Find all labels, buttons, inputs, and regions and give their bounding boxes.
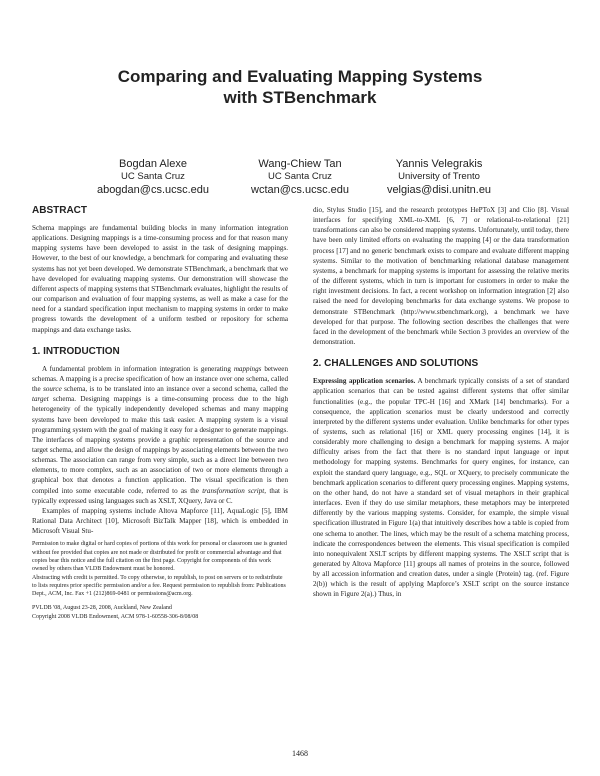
challenges-paragraph: Expressing application scenarios. A benchmark typically consists of a set of standard application scenarios that can be tested against different systems that offer similar functionalities (e.g., the popular TPC-H [16] and XMark [14] benchmarks). For a consequence, the application scenarios must be clearly understood and correctly interpreted by the different systems under evaluation. Unlike benchmarks for other types of systems, such as relational [16] or XML query processing engines [14], it is considerably more challenging to design a benchmark for mapping systems. A major difficulty arises from the fact that there is no standard input language or input methodology for mapping systems. Benchmarks for query engines, for instance, can exploit the standard query language, e.g., SQL or XQuery, to precisely communicate the benchmark application scenarios to different query processing engines. Mapping systems, on the other hand, do not have a standard set of visual metaphors in their graphical interfaces. Even if they do use similar metaphors, these metaphors may be interpreted differently by the various mapping systems. Consider, for example, the simple visual specification illustrated in Figure 1(a) that intuitively describes how a table is copied from one schema to another. The lines, which may be the result of a schema matching process, indicate the correspondences between the elements. This visual specification is compiled into nonequivalent XSLT scripts by different mapping systems. The XSLT script that is generated by Altova Mapforce [11] groups all names of proteins in the source, followed by all accession information and creation dates, under a single ⟨Protein⟩ tag. (ref. Figure 2(b)) which is the result of applying Mapforce’s XSLT script on the source instance shown in Figure 2(a).) Thus, in	[313, 377, 569, 599]
author-block-1	[68, 158, 238, 198]
author-email: abogdan@cs.ucsc.edu	[96, 184, 210, 196]
footer-copyright: Copyright 2008 VLDB Endowment, ACM 978-1-60558-306-8/08/08	[32, 613, 199, 620]
author-affiliation: University of Trento	[398, 171, 480, 182]
permission-notice	[32, 540, 288, 598]
author-name: Wang-Chiew Tan	[258, 158, 342, 170]
intro-paragraph-1: A fundamental problem in information integration is generating mappings between schemas. A mapping is a precise specification of how an instance over one schema, called the source schema, is to be translated into an instance over a second schema, called the target schema. Designing mappings is a time-consuming process due to the high heterogeneity of the typically independently developed schemas and many mapping systems have been developed to make this task easier. A mapping system is a visual programming system with the goal of making it easy for a designer to generate mappings. The interfaces of mapping systems provide a graphic representation of the source and target schema, and allow the design of mappings by associating elements between the two schemas. The association can range from very simple, such as a direct line between two elements, to more complex, such as an association of two or more elements through a graphical box that denotes a function application. The visual specification is then compiled into some executable code, referred to as the transformation script, that is typically expressed using languages such as XSLT, XQuery, Java or C.	[32, 364, 288, 505]
permission-paragraph-2: Abstracting with credit is permitted. To copy otherwise, to republish, to post on servers or to redistribute to lists requires prior specific permission and/or a fee. Request permission to republish from: Publications Dept., ACM, Inc. Fax +1 (212)869-0481 or permissions@acm.org.	[32, 574, 286, 598]
intro-paragraph-2: Examples of mapping systems include Altova Mapforce [11], AquaLogic [5], IBM Rational Data Architect [10], Microsoft BizTalk Mapper [18], which is embedded in Microsoft Visual Stu-	[32, 506, 288, 536]
paper-title	[0, 66, 600, 108]
author-name: Bogdan Alexe	[119, 158, 187, 170]
author-email: wctan@cs.ucsc.edu	[251, 184, 349, 196]
title-line-1: Comparing and Evaluating Mapping Systems	[117, 67, 483, 86]
author-affiliation: UC Santa Cruz	[121, 171, 185, 182]
author-name: Yannis Velegrakis	[395, 158, 483, 170]
right-paragraph-1: dio, Stylus Studio [15], and the research prototypes HePToX [3] and Clio [8]. Visual interfaces for specifying XML-to-XML [6, 7] or relational-to-relational [21] transformations can also be considered mapping systems. Unfortunately, until today, there have been only limited efforts on evaluating the mapping [4] or the data transformation process [17] and no generic benchmark exists to compare and evaluate different mapping systems. Similar to the motivation of benchmarking relational database management systems, a benchmark for mapping systems is important for assessing the relative merits of the different systems, which in turn is important for customers in order to make the right investment decisions. In fact, a recent workshop on information integration [2] also raised the need for developing benchmarks for data exchange systems. We propose to demonstrate STBenchmark (http://www.stbenchmark.org), a benchmark we have developed for that purpose. The following section describes the challenges that were faced in the development of the benchmark while Section 3 provides an overview of the demonstration.	[313, 206, 569, 347]
abstract-text: Schema mappings are fundamental building blocks in many information integration applications. Designing mappings is a time-consuming process and for that reason many mapping systems have been developed to assist in the task of designing mappings. However, to the best of our knowledge, a benchmark for comparing and evaluating these systems has not yet been developed. We demonstrate STBenchmark, a benchmark that we have developed for evaluating mapping systems. Our demonstration will showcase the different aspects of mapping systems that STBenchmark evaluates, highlight the results of our comparison and evaluation of four mapping systems, as well as make a case for the need for a standard specification input mechanism to mapping systems in order to make progress towards the development of a uniform testbed or repository for schema mappings and data exchange tasks.	[32, 224, 288, 334]
author-affiliation: UC Santa Cruz	[268, 171, 332, 182]
title-line-2: with STBenchmark	[223, 88, 377, 107]
challenges-heading: 2. CHALLENGES AND SOLUTIONS	[313, 358, 479, 370]
copyright-footer	[32, 604, 288, 621]
right-column	[313, 205, 569, 600]
permission-paragraph-1: Permission to make digital or hard copies of portions of this work for personal or classroom use is granted without fee provided that copies are not made or distributed for profit or commercial advantage and that copies bear this notice and the full citation on the first page. Copyright for components of this work owned by others than VLDB Endowment must be honored.	[32, 541, 287, 573]
page-number: 1468	[292, 749, 308, 758]
left-column	[32, 205, 288, 621]
abstract-heading: ABSTRACT	[32, 205, 87, 216]
footer-venue: PVLDB '08, August 23-28, 2008, Auckland, New Zealand	[32, 605, 172, 612]
author-email: velgias@disi.unitn.eu	[386, 184, 492, 196]
introduction-heading: 1. INTRODUCTION	[32, 345, 120, 357]
author-block-3	[354, 158, 524, 198]
